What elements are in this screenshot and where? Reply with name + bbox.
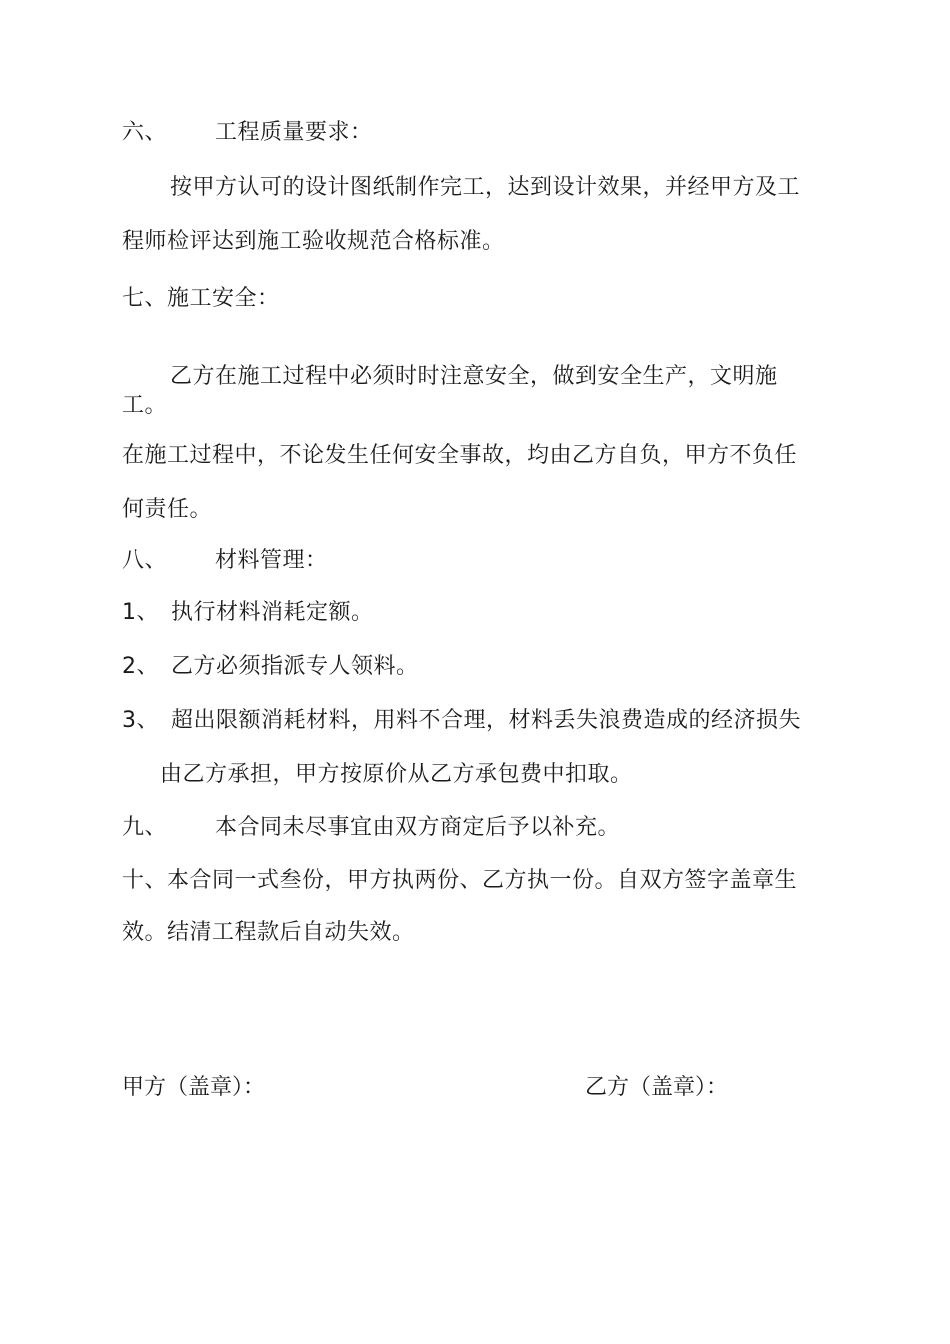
section-ten-line1: 十、本合同一式叁份，甲方执两份、乙方执一份。自双方签字盖章生 bbox=[122, 868, 798, 893]
section-six-number: 六、 bbox=[122, 120, 168, 145]
section-six-title: 工程质量要求： bbox=[215, 120, 373, 145]
section-eight-title: 材料管理： bbox=[215, 548, 328, 573]
section-nine-text: 本合同未尽事宜由双方商定后予以补充。 bbox=[215, 815, 621, 840]
list-item-1 bbox=[122, 598, 842, 628]
list-item-1-text: 执行材料消耗定额。 bbox=[171, 600, 374, 625]
list-item-2-text: 乙方必须指派专人领料。 bbox=[171, 654, 419, 679]
section-nine bbox=[122, 813, 842, 843]
list-item-3-text: 超出限额消耗材料，用料不合理，材料丢失浪费造成的经济损失 bbox=[171, 708, 802, 733]
section-eight-heading bbox=[122, 546, 842, 576]
section-seven-paragraph2-line2: 何责任。 bbox=[122, 497, 213, 522]
list-item-3-continuation: 由乙方承担，甲方按原价从乙方承包费中扣取。 bbox=[160, 762, 633, 787]
section-six-heading bbox=[122, 118, 842, 148]
list-item-1-number: 1、 bbox=[122, 600, 159, 625]
list-item-3-number: 3、 bbox=[122, 708, 159, 733]
section-six-paragraph-line1: 按甲方认可的设计图纸制作完工，达到设计效果，并经甲方及工 bbox=[170, 175, 801, 200]
section-six-paragraph-line2: 程师检评达到施工验收规范合格标准。 bbox=[122, 229, 505, 254]
party-b-signature-label: 乙方（盖章）： bbox=[585, 1075, 729, 1100]
section-nine-number: 九、 bbox=[122, 815, 168, 840]
list-item-2 bbox=[122, 652, 842, 682]
section-seven-paragraph1-line2: 工。 bbox=[122, 393, 168, 418]
party-a-signature-label: 甲方（盖章）： bbox=[122, 1075, 266, 1100]
section-seven-heading: 七、施工安全： bbox=[122, 286, 280, 311]
list-item-2-number: 2、 bbox=[122, 654, 159, 679]
section-eight-number: 八、 bbox=[122, 548, 168, 573]
section-seven-paragraph1-line1: 乙方在施工过程中必须时时注意安全，做到安全生产，文明施 bbox=[170, 364, 778, 389]
list-item-3 bbox=[122, 706, 842, 736]
section-seven-paragraph2-line1: 在施工过程中，不论发生任何安全事故，均由乙方自负，甲方不负任 bbox=[122, 443, 798, 468]
section-ten-line2: 效。结清工程款后自动失效。 bbox=[122, 920, 415, 945]
